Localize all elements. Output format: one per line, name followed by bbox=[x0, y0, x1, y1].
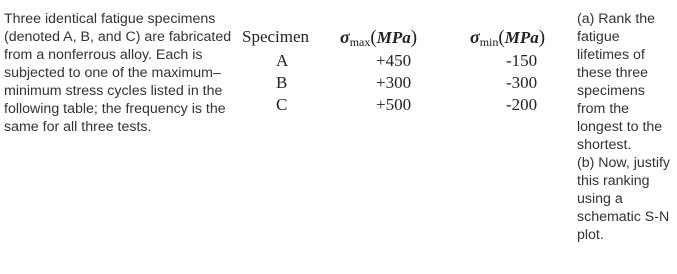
problem-intro bbox=[4, 10, 242, 136]
question-a: (a) Rank the fatigue lifetimes of these three specimens from the longest to the shortest. bbox=[577, 11, 663, 153]
sigma-max-symbol: σ bbox=[340, 27, 350, 47]
header-specimen: Specimen bbox=[242, 27, 310, 46]
specimen-cell: A bbox=[276, 51, 289, 70]
table-row bbox=[242, 51, 572, 73]
sigma-min-symbol: σ bbox=[470, 27, 480, 47]
sigma-min-cell: -150 bbox=[506, 51, 538, 70]
sigma-min-cell: -200 bbox=[506, 95, 538, 114]
sigma-max-cell: +450 bbox=[376, 51, 412, 70]
specimen-cell: C bbox=[276, 95, 288, 114]
sigma-max-cell: +300 bbox=[376, 73, 412, 92]
sigma-min-cell: -300 bbox=[506, 73, 538, 92]
problem-questions bbox=[577, 10, 672, 244]
header-sigma-min: $\sigma_{min}(MPa)$ bbox=[470, 27, 546, 49]
sigma-max-cell: +500 bbox=[376, 95, 412, 114]
problem-intro-text: Three identical fatigue specimens (denoted A, B, and C) are fabricated from a nonferrous alloy. Each is subjected to one of the maximum–minimum stress cycles listed in the following table; the frequency is the same for all three tests. bbox=[4, 11, 232, 135]
table-row bbox=[242, 73, 572, 95]
table-row bbox=[242, 95, 572, 117]
specimen-cell: B bbox=[276, 73, 288, 92]
sigma-max-subscript: max bbox=[349, 35, 371, 49]
question-b: (b) Now, justify this ranking using a schematic S-N plot. bbox=[577, 155, 671, 243]
sigma-min-unit: MPa bbox=[504, 28, 539, 47]
sigma-max-unit: MPa bbox=[376, 28, 411, 47]
sigma-min-subscript: min bbox=[479, 35, 499, 49]
header-sigma-max: $\sigma_{max}(MPa)$ bbox=[340, 27, 418, 49]
